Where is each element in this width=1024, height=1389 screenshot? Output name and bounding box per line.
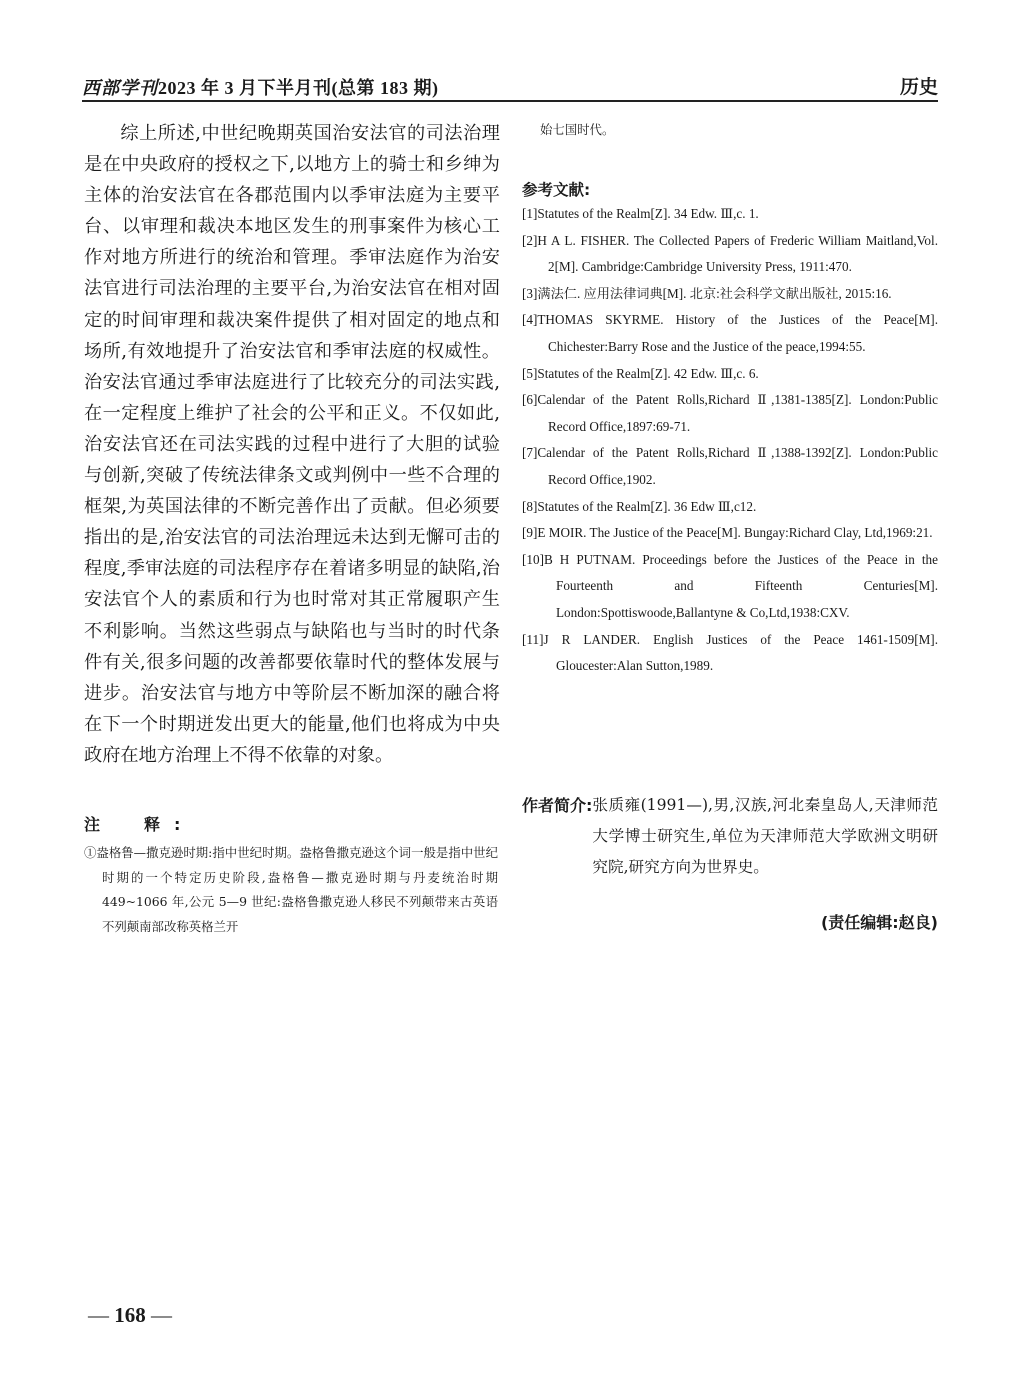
reference-item: [3]满法仁. 应用法律词典[M]. 北京:社会科学文献出版社, 2015:16. [522,285,892,301]
journal-issue-line [82,74,439,100]
author-bio-text: 张质雍(1991—),男,汉族,河北秦皇岛人,天津师范大学博士研究生,单位为天津师范大学欧洲文明研究院,研究方向为世界史。 [592,796,938,876]
note-1-text: ①盎格鲁—撒克逊时期:指中世纪时期。盎格鲁撒克逊这个词一般是指中世纪时期的一个特定历史阶段,盎格鲁—撒克逊时期与丹麦统治时期 449~1066 年,公元 5—9 世纪:盎格鲁撒克逊人移民不列颠带来古英语不列颠南部改称英格兰开 [84,845,498,934]
page-dash-right: — [151,1303,172,1327]
issue-info: 2023 年 3 月下半月刊(总第 183 期) [158,78,439,98]
reference-item: [6]Calendar of the Patent Rolls,Richard Ⅱ,1381-1385[Z]. London:Public Record Office,1897:69-71. [522,392,938,434]
references-list [522,201,938,680]
page-number: 168 [114,1303,146,1327]
conclusion-paragraph: 综上所述,中世纪晚期英国治安法官的司法治理是在中央政府的授权之下,以地方上的骑士和乡绅为主体的治安法官在各郡范围内以季审法庭为主要平台、以审理和裁决本地区发生的刑事案件为核心工作对地方所进行的统治和管理。季审法庭作为治安法官进行司法治理的主要平台,为治安法官在相对固定的时间审理和裁决案件提供了相对固定的地点和场所,有效地提升了治安法官和季审法庭的权威性。治安法官通过季审法庭进行了比较充分的司法实践,在一定程度上维护了社会的公平和正义。不仅如此,治安法官还在司法实践的过程中进行了大胆的试验与创新,突破了传统法律条文或判例中一些不合理的框架,为英国法律的不断完善作出了贡献。但必须要指出的是,治安法官的司法治理远未达到无懈可击的程度,季审法庭的司法程序存在着诸多明显的缺陷,治安法官个人的素质和行为也时常对其正常履职产生不利影响。当然这些弱点与缺陷也与当时的时代条件有关,很多问题的改善都要依靠时代的整体发展与进步。治安法官与地方中等阶层不断加深的融合将在下一个时期迸发出更大的能量,他们也将成为中央政府在地方治理上不得不依靠的对象。 [84,123,500,766]
page-dash-left: — [88,1303,109,1327]
notes-heading [84,812,180,835]
running-header [82,72,938,100]
notes-heading-text: 注 释 [84,815,175,834]
responsible-editor: (责任编辑:赵良) [820,913,938,932]
notes-heading-colon: : [174,815,181,834]
author-bio-label: 作者简介: [522,796,593,815]
main-text-column [84,118,500,771]
journal-logo: 西部学刊 [82,78,158,98]
reference-item: [11]J R LANDER. English Justices of the Peace 1461-1509[M]. Gloucester:Alan Sutton,1989. [522,631,938,674]
header-rule [82,100,938,102]
reference-item: [8]Statutes of the Realm[Z]. 36 Edw Ⅲ,c12. [522,498,757,514]
note-1 [84,841,498,939]
author-bio [522,790,938,883]
reference-item: [5]Statutes of the Realm[Z]. 42 Edw. Ⅲ,c. 6. [522,365,759,381]
reference-item: [10]B H PUTNAM. Proceedings before the Justices of the Peace in the Fourteenth and Fifteenth Centuries[M]. London:Spottiswoode,Ballantyne & Co,Ltd,1938:CXV. [522,551,938,620]
reference-item: [2]H A L. FISHER. The Collected Papers of Frederic William Maitland,Vol. 2[M]. Cambridge:Cambridge University Press, 1911:470. [522,232,938,275]
reference-item: [7]Calendar of the Patent Rolls,Richard Ⅱ,1388-1392[Z]. London:Public Record Office,1902. [522,445,938,487]
page-number-footer [88,1303,172,1328]
note-1-continued: 始七国时代。 [540,122,615,137]
reference-item: [4]THOMAS SKYRME. History of the Justices of the Peace[M]. Chichester:Barry Rose and the Justice of the peace,1994:55. [522,312,938,354]
references-heading: 参考文献: [522,181,591,199]
section-name: 历史 [899,76,938,98]
reference-item: [1]Statutes of the Realm[Z]. 34 Edw. Ⅲ,c. 1. [522,206,759,221]
reference-item: [9]E MOIR. The Justice of the Peace[M]. Bungay:Richard Clay, Ltd,1969:21. [522,525,933,541]
